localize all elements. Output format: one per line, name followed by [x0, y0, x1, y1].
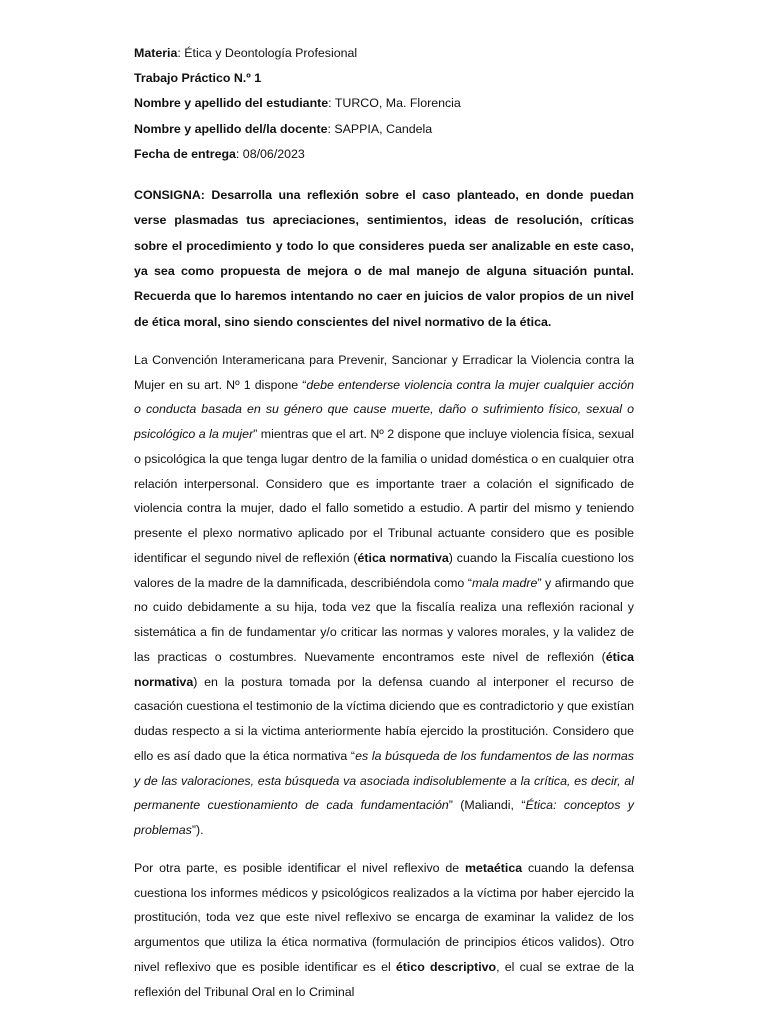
docente-value: : SAPPIA, Candela — [327, 121, 433, 136]
header-materia — [134, 41, 634, 66]
header-fecha — [134, 142, 634, 167]
fecha-value: : 08/06/2023 — [235, 146, 305, 161]
trabajo-title: Trabajo Práctico N.º 1 — [134, 71, 262, 86]
p2-text-3: , el cual se extrae de la reflexión del Tribunal Oral en lo Criminal — [134, 959, 635, 999]
p1-text-7: ”). — [191, 823, 204, 838]
estudiante-value: : TURCO, Ma. Florencia — [328, 96, 461, 111]
p1-text-1: La Convención Interamericana para Prevenir, Sancionar y Erradicar la Violencia contra la Mujer en su art. Nº 1 dispone “ — [134, 352, 634, 392]
p1-text-6: ” (Maliandi, “ — [448, 798, 526, 813]
p1-bold-etica-normativa-2: ética normativa — [134, 649, 634, 689]
p2-text-1: Por otra parte, es posible identificar el nivel reflexivo de — [134, 860, 465, 875]
p1-quote-mala-madre: mala madre — [471, 575, 538, 590]
materia-value: : Ética y Deontología Profesional — [177, 46, 358, 60]
header-trabajo — [134, 66, 634, 91]
p1-quote-maliandi: es la búsqueda de los fundamentos de las normas y de las valoraciones, esta búsqueda va asociada indisolublemente a la crítica, es decir, al permanente cuestionamiento de cada fundamentación — [134, 748, 634, 813]
p1-bold-etica-normativa-1: ética normativa — [357, 550, 449, 565]
p1-book-title: Ética: conceptos y problemas — [134, 798, 634, 838]
docente-label: Nombre y apellido del/la docente — [134, 121, 328, 136]
materia-label: Materia — [134, 46, 178, 60]
body-paragraph-1 — [134, 348, 634, 843]
p1-text-5: ) en la postura tomada por la defensa cuando al interponer el recurso de casación cuestiona el testimonio de la víctima diciendo que es contradictorio y que existían dudas respecto a si la victima anteriormente había ejercido la prostitución. Considero que ello es así dado que la ética normativa “ — [134, 674, 634, 763]
consigna-paragraph: CONSIGNA: Desarrolla una reflexión sobre el caso planteado, en donde puedan verse plasmadas tus apreciaciones, sentimientos, ideas de resolución, críticas sobre el procedimiento y todo lo que consideres pueda ser analizable en este caso, ya sea como propuesta de mejora o de mal manejo de alguna situación puntal. Recuerda que lo haremos intentando no caer en juicios de valor propios de un nivel de ética moral, sino siendo conscientes del nivel normativo de la ética. — [134, 188, 634, 329]
header-docente — [134, 117, 634, 142]
p2-text-2: cuando la defensa cuestiona los informes médicos y psicológicos realizados a la víctima por haber ejercido la prostitución, toda vez que este nivel reflexivo se encarga de examinar la validez de los argumentos que utiliza la ética normativa (formulación de principios éticos validos). Otro nivel reflexivo que es posible identificar es el — [134, 860, 634, 974]
p2-bold-etico-descriptivo: ético descriptivo — [395, 959, 497, 974]
fecha-label: Fecha de entrega — [134, 146, 236, 161]
p1-quote-convencion: debe entenderse violencia contra la mujer cualquier acción o conducta basada en su género que cause muerte, daño o sufrimiento físico, sexual o psicológico a la mujer — [134, 377, 635, 442]
body-paragraph-2 — [134, 856, 634, 1005]
p1-text-2: ” mientras que el art. Nº 2 dispone que incluye violencia física, sexual o psicológica la que tenga lugar dentro de la familia o unidad doméstica o en cualquier otra relación interpersonal. Considero que es importante traer a colación el significado de violencia contra la mujer, dado el fallo sometido a estudio. A partir del mismo y teniendo presente el plexo normativo aplicado por el Tribunal actuante considero que es posible identificar el segundo nivel de reflexión ( — [134, 427, 634, 565]
header-estudiante — [134, 91, 634, 116]
p1-text-4: ” y afirmando que no cuido debidamente a su hija, toda vez que la fiscalía realiza una reflexión racional y sistemática a fin de fundamentar y/o criticar las normas y valores morales, y la validez de las practicas o costumbres. Nuevamente encontramos este nivel de reflexión ( — [134, 575, 635, 664]
p2-bold-metaetica: metaética — [464, 860, 523, 875]
p1-text-3: ) cuando la Fiscalía cuestiono los valores de la madre de la damnificada, describiéndola como “ — [134, 550, 634, 590]
estudiante-label: Nombre y apellido del estudiante — [134, 96, 329, 111]
